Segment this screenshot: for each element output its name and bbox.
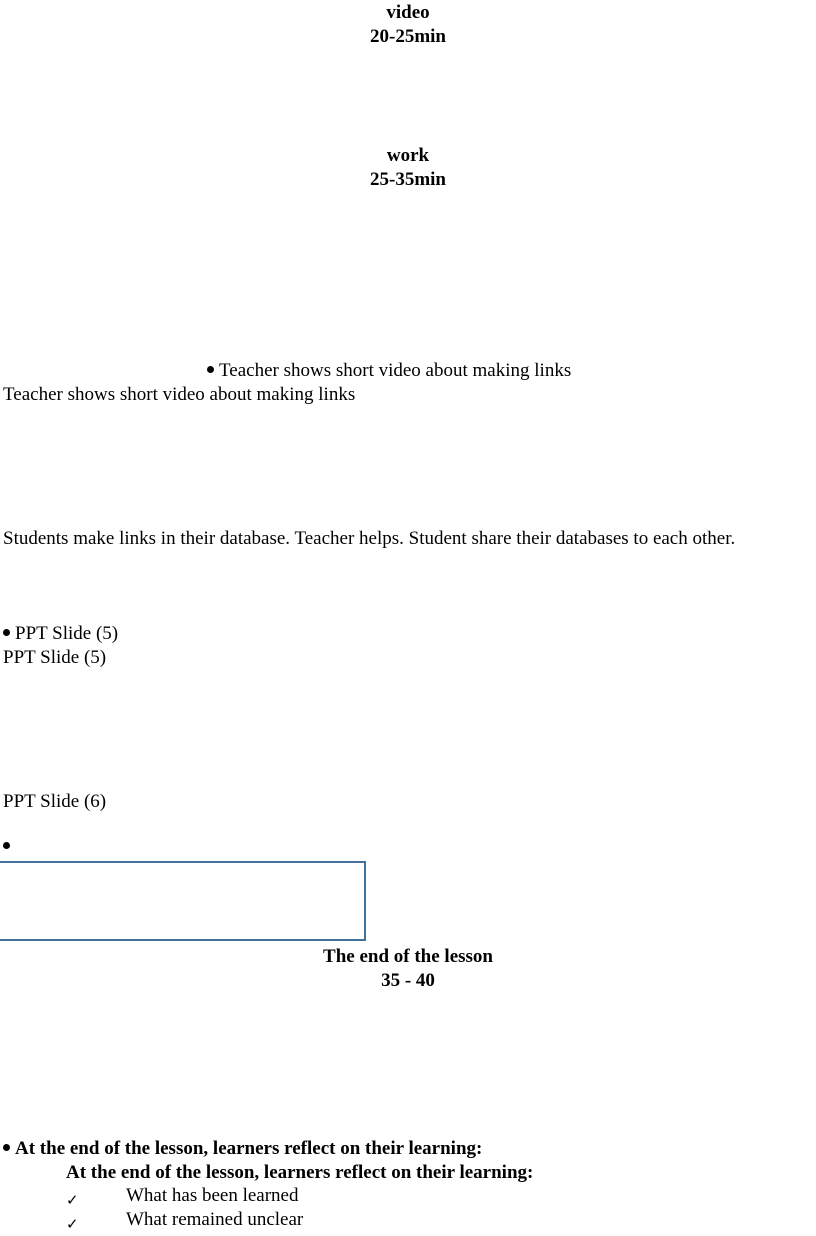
ppt5-resource: PPT Slide (5) <box>3 647 107 668</box>
work-section-time: 25-35min <box>370 169 446 190</box>
bullet-dot-icon <box>3 842 10 849</box>
reflect-item-unclear: What remained unclear <box>126 1209 304 1230</box>
empty-bullet-item <box>3 835 15 859</box>
ppt5-bullet-item <box>3 622 118 646</box>
bullet-dot-icon <box>3 1144 10 1151</box>
reflect-bullet-text: At the end of the lesson, learners reflect on their learning: <box>15 1138 483 1159</box>
checkmark-icon: ✓ <box>66 1215 79 1233</box>
bullet-dot-icon <box>3 629 10 636</box>
ppt5-bullet-text: PPT Slide (5) <box>15 623 119 644</box>
work-section-title: work <box>386 145 430 166</box>
end-section-title: The end of the lesson <box>323 946 493 967</box>
reflect-bullet-item <box>3 1137 482 1161</box>
checkmark-icon: ✓ <box>66 1191 79 1209</box>
end-section-time: 35 - 40 <box>381 970 435 991</box>
video-section-title: video <box>386 2 430 23</box>
bullet-dot-icon <box>207 366 214 373</box>
video-bullet-item <box>207 359 571 383</box>
ppt6-resource: PPT Slide (6) <box>3 791 107 812</box>
video-bullet-text: Teacher shows short video about making links <box>219 360 572 381</box>
outlined-box <box>0 861 366 941</box>
video-description: Teacher shows short video about making links <box>3 384 356 405</box>
reflect-description: At the end of the lesson, learners reflect on their learning: <box>66 1162 534 1183</box>
video-section-time: 20-25min <box>370 26 446 47</box>
reflect-item-learned: What has been learned <box>126 1185 299 1206</box>
work-description: Students make links in their database. Teacher helps. Student share their databases to each other. <box>3 528 736 549</box>
